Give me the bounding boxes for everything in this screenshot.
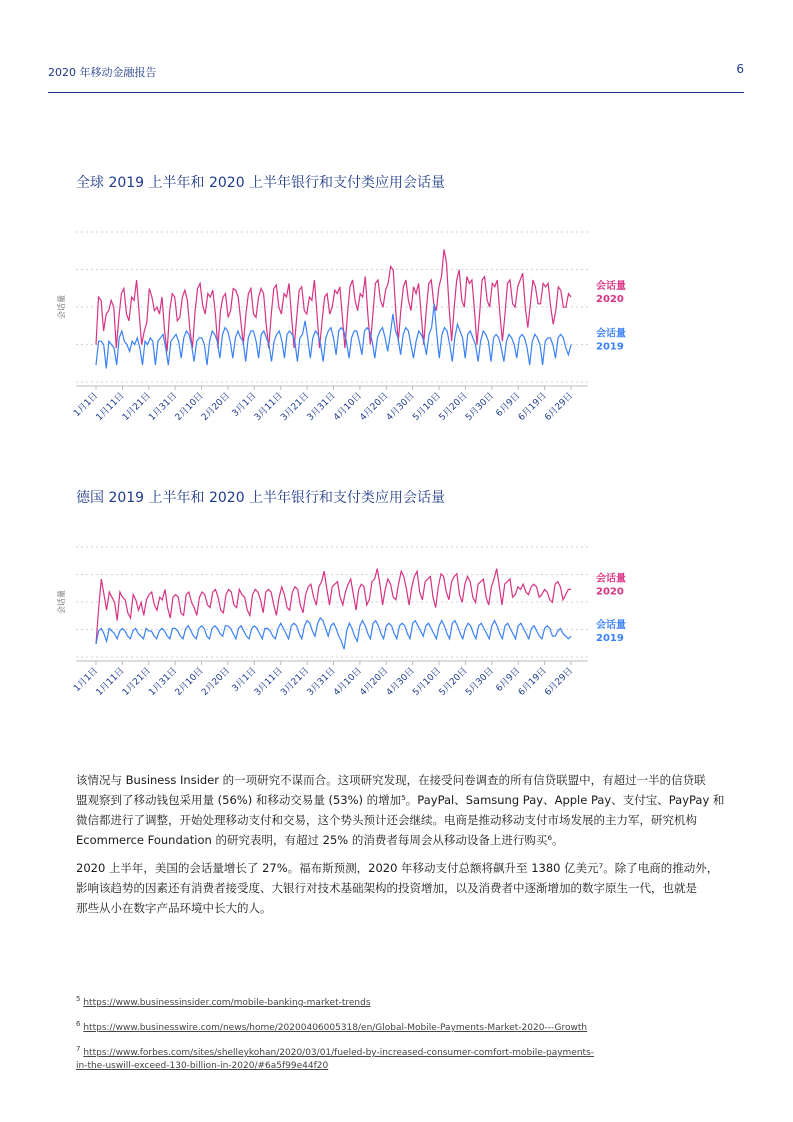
chart-germany-sessions [48, 511, 626, 721]
x-tick-label: 3月1日 [230, 666, 259, 694]
x-tick-label: 3月21日 [279, 666, 312, 699]
x-tick-label: 6月29日 [543, 391, 576, 424]
legend-label: 会话量 [596, 620, 626, 632]
x-tick-label: 1月31日 [147, 391, 180, 424]
body-paragraph-1 [76, 770, 726, 850]
x-tick-label: 3月11日 [252, 666, 285, 699]
footnote-number: 5 [76, 995, 81, 1003]
text-line: 2020 上半年，美国的会话量增长了 27%。福布斯预测，2020 年移动支付总额将飙升至 1380 亿美元⁷。除了电商的推动外， [76, 861, 719, 875]
chart-title-global: 全球 2019 上半年和 2020 上半年银行和支付类应用会话量 [76, 175, 446, 191]
x-tick-label: 2月20日 [200, 391, 233, 424]
footnotes [76, 993, 636, 1081]
x-tick-label: 1月31日 [147, 666, 180, 699]
page-number: 6 [736, 62, 744, 76]
x-tick-label: 4月10日 [332, 666, 365, 699]
x-tick-label: 4月30日 [384, 666, 417, 699]
text-line: 影响该趋势的因素还有消费者接受度、大银行对技术基础架构的投资增加，以及消费者中逐渐增加的数字原生一代，也就是 [76, 881, 697, 895]
x-tick-label: 5月30日 [464, 666, 496, 699]
legend-label: 会话量 [596, 573, 626, 585]
x-tick-label: 2月20日 [200, 666, 233, 699]
y-axis-label: 会话量 [57, 590, 66, 614]
footnote-5 [76, 993, 636, 1010]
legend-label: 会话量 [596, 328, 626, 340]
chart-title-germany: 德国 2019 上半年和 2020 上半年银行和支付类应用会话量 [76, 490, 446, 506]
body-paragraph-2 [76, 858, 726, 918]
x-tick-label: 1月1日 [72, 391, 101, 419]
x-tick-label: 5月30日 [464, 391, 496, 424]
x-tick-label: 1月11日 [94, 666, 127, 699]
x-tick-label: 4月10日 [332, 391, 365, 424]
legend-year: 2019 [596, 633, 624, 645]
x-tick-label: 1月21日 [120, 666, 153, 699]
x-tick-label: 4月20日 [358, 666, 391, 699]
text-line: Ecommerce Foundation 的研究表明，有超过 25% 的消费者每周会从移动设备上进行购买⁶。 [76, 833, 564, 847]
x-tick-label: 3月21日 [279, 391, 312, 424]
x-tick-label: 5月20日 [437, 391, 470, 424]
x-tick-label: 3月1日 [230, 391, 259, 419]
x-tick-label: 3月31日 [305, 391, 338, 424]
footnote-number: 7 [76, 1045, 81, 1053]
x-tick-label: 6月19日 [516, 391, 549, 424]
footnote-7 [76, 1043, 636, 1073]
x-tick-label: 5月20日 [437, 666, 470, 699]
x-tick-label: 5月10日 [411, 391, 444, 424]
text-line: 那些从小在数字产品环境中长大的人。 [76, 901, 272, 915]
x-tick-label: 6月9日 [494, 391, 523, 419]
legend-year: 2020 [596, 294, 624, 305]
text-line: 微信都进行了调整，开始处理移动支付和交易，这个势头预计还会继续。电商是推动移动支付市场发展的主力军，研究机构 [76, 813, 697, 827]
footnote-number: 6 [76, 1020, 81, 1028]
x-tick-label: 4月20日 [358, 391, 391, 424]
x-tick-label: 6月19日 [516, 666, 549, 699]
x-tick-label: 3月11日 [252, 391, 285, 424]
legend-year: 2019 [596, 341, 624, 353]
x-tick-label: 2月10日 [173, 391, 206, 424]
text-line: 该情况与 Business Insider 的一项研究不谋而合。这项研究发现，在接受问卷调查的所有信贷联盟中，有超过一半的信贷联 [76, 773, 706, 787]
footnote-link[interactable]: https://www.businessinsider.com/mobile-banking-market-trends [83, 998, 371, 1008]
x-tick-label: 5月10日 [411, 666, 444, 699]
x-tick-label: 1月11日 [94, 391, 127, 424]
x-tick-label: 6月29日 [543, 666, 576, 699]
footnote-6 [76, 1018, 636, 1035]
legend-year: 2020 [596, 586, 624, 598]
text-line: 盟观察到了移动钱包采用量 (56%) 和移动交易量 (53%) 的增加⁵。PayPal、Samsung Pay、Apple Pay、支付宝、PayPay 和 [76, 793, 725, 807]
y-axis-label: 会话量 [57, 295, 66, 319]
footnote-link[interactable]: https://www.businesswire.com/news/home/20200406005318/en/Global-Mobile-Payments-Market-2020---Growth [83, 1023, 588, 1033]
header-divider [48, 92, 744, 93]
chart-global-sessions [48, 196, 626, 446]
x-tick-label: 6月9日 [494, 666, 523, 694]
x-tick-label: 2月10日 [173, 666, 206, 699]
footnote-link-continued[interactable]: in-the-uswill-exceed-130-billion-in-2020/#6a5f99e44f20 [76, 1061, 329, 1071]
x-tick-label: 3月31日 [305, 666, 338, 699]
legend-label: 会话量 [596, 281, 626, 292]
header-title: 2020 年移动金融报告 [48, 66, 157, 79]
x-tick-label: 4月30日 [384, 391, 417, 424]
x-tick-label: 1月1日 [72, 666, 101, 694]
footnote-link[interactable]: https://www.forbes.com/sites/shelleykohan/2020/03/01/fueled-by-increased-consumer-comfort-mobile-payments- [83, 1048, 595, 1058]
x-tick-label: 1月21日 [120, 391, 153, 424]
series-line-2019 [96, 618, 571, 649]
